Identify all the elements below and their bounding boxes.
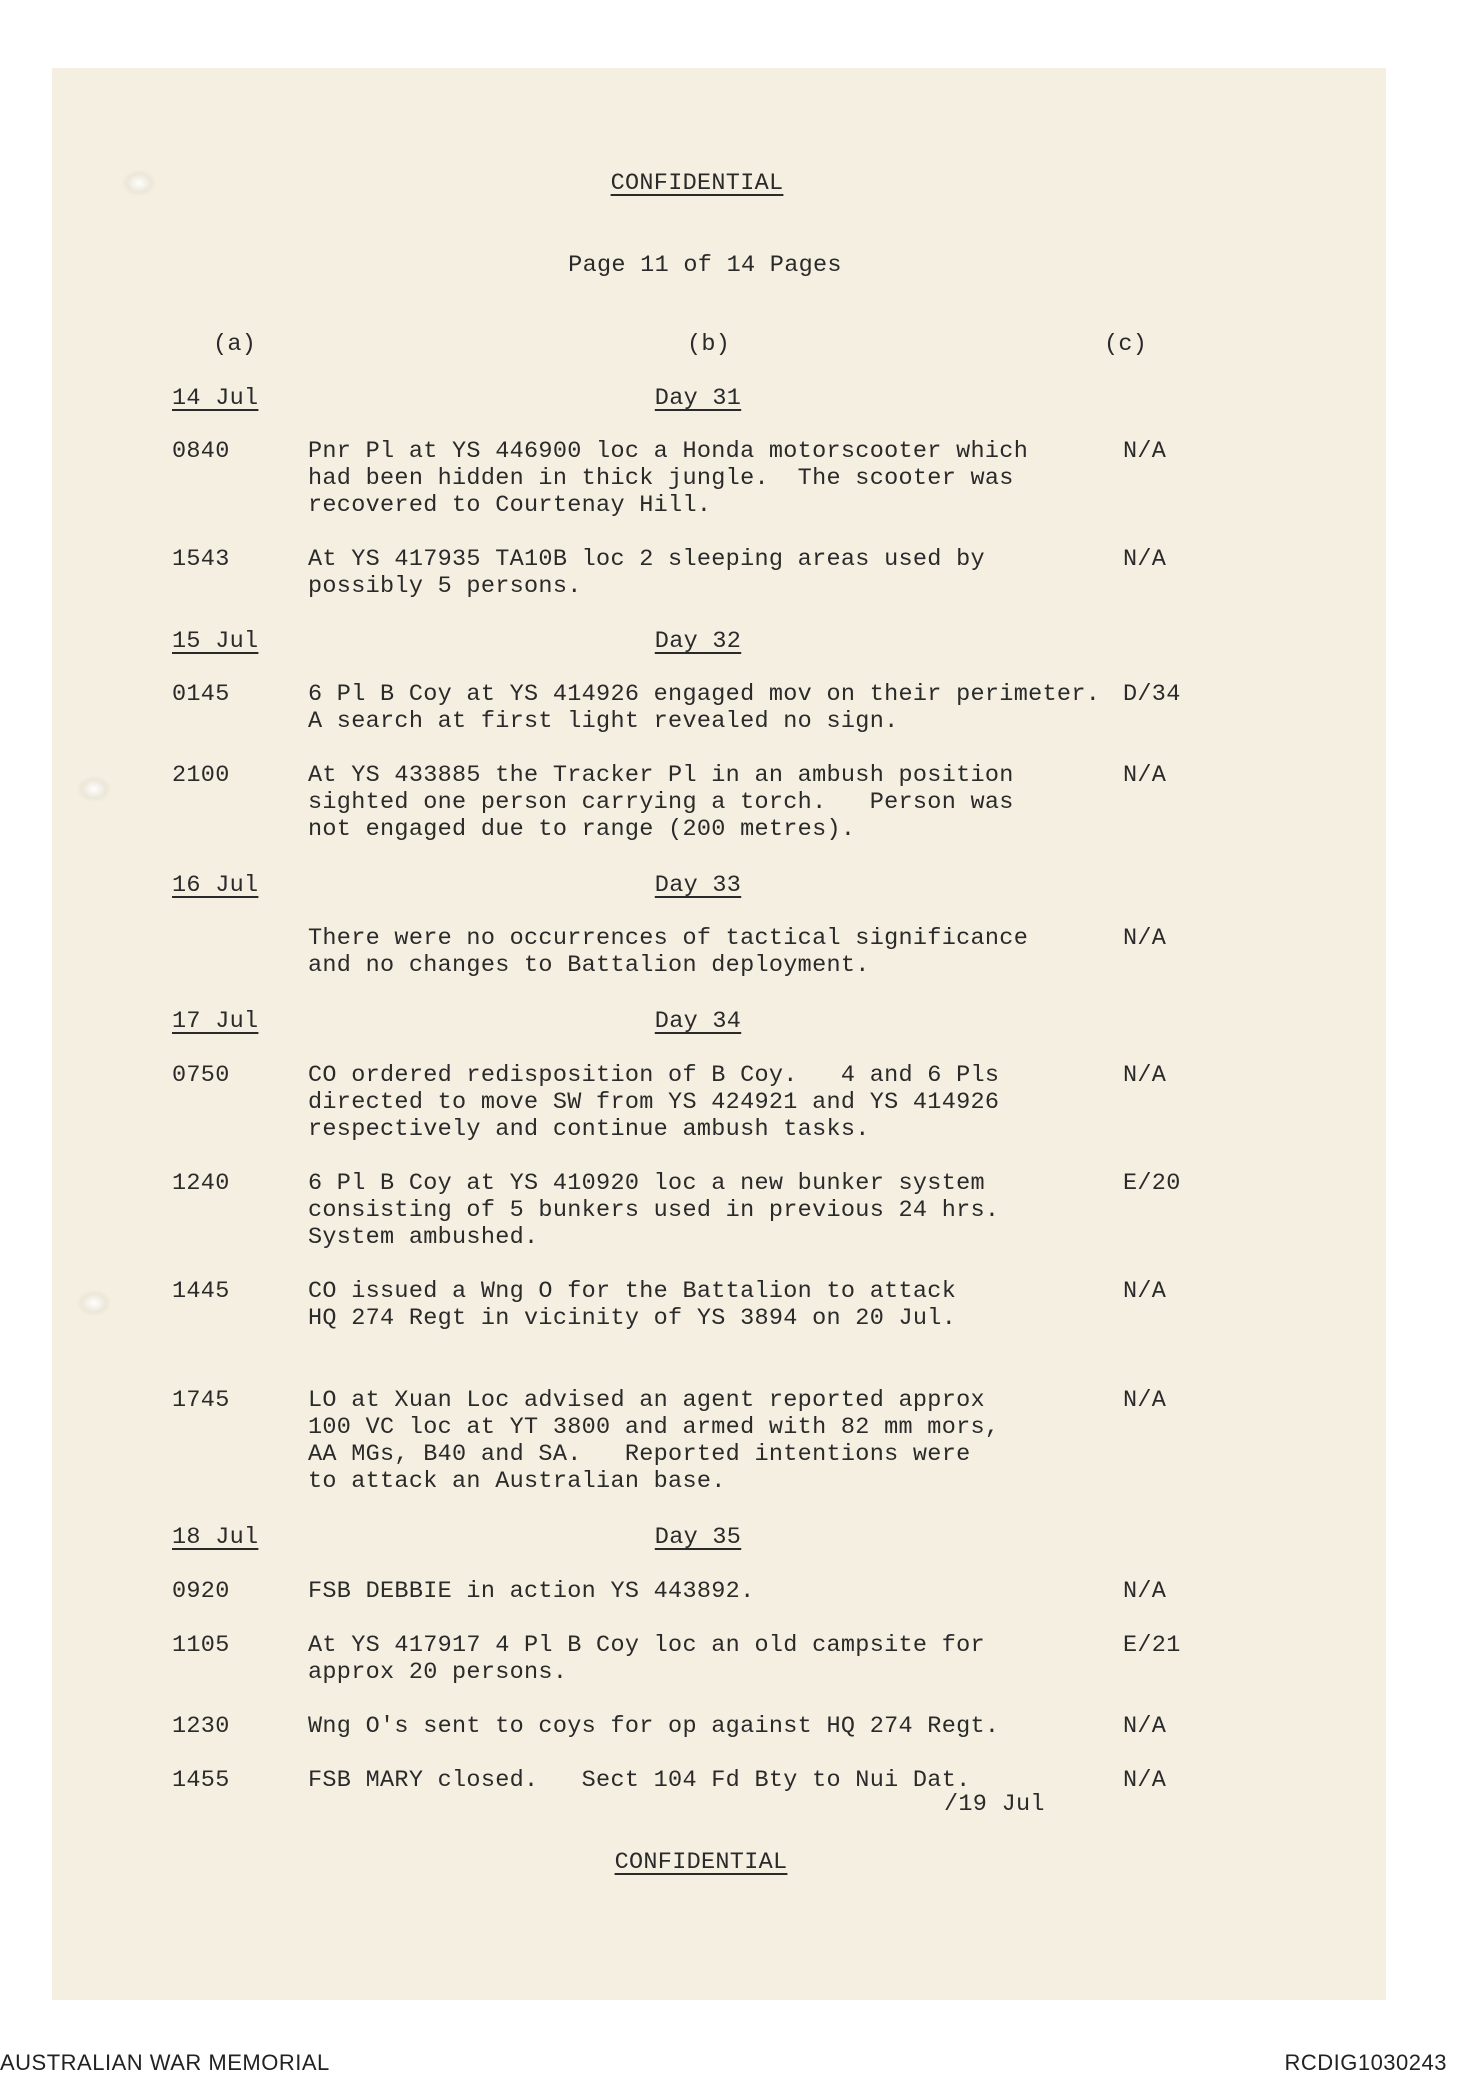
entry-text-line: At YS 417917 4 Pl B Coy loc an old campsite for (308, 1632, 985, 1659)
entry-text-line: consisting of 5 bunkers used in previous 24 hrs. (308, 1197, 1000, 1224)
entry-reference: N/A (1123, 1278, 1167, 1305)
entry-text-line: 6 Pl B Coy at YS 410920 loc a new bunker system (308, 1170, 985, 1197)
entry-reference: N/A (1123, 1062, 1167, 1089)
classification-footer: CONFIDENTIAL (614, 1849, 788, 1876)
classification-header: CONFIDENTIAL (610, 170, 784, 197)
entry-text-line: not engaged due to range (200 metres). (308, 816, 856, 843)
entry-text-line: recovered to Courtenay Hill. (308, 492, 712, 519)
day-number: Day 33 (654, 872, 742, 899)
day-date: 14 Jul (172, 385, 259, 412)
column-c-header: (c) (1104, 331, 1148, 358)
entry-time: 1445 (172, 1278, 230, 1305)
paper-crease (122, 170, 156, 196)
entry-text-line: At YS 417935 TA10B loc 2 sleeping areas used by (308, 546, 985, 573)
entry-text-line: approx 20 persons. (308, 1659, 568, 1686)
entry-text-line: possibly 5 persons. (308, 573, 582, 600)
entry-reference: N/A (1123, 925, 1167, 952)
entry-reference: N/A (1123, 762, 1167, 789)
entry-reference: N/A (1123, 1578, 1167, 1605)
day-date: 16 Jul (172, 872, 259, 899)
entry-time: 1105 (172, 1632, 230, 1659)
entry-text-line: CO issued a Wng O for the Battalion to attack (308, 1278, 957, 1305)
entry-text-line: CO ordered redisposition of B Coy. 4 and 6 Pls (308, 1062, 1000, 1089)
day-number: Day 34 (654, 1008, 742, 1035)
entry-reference: N/A (1123, 438, 1167, 465)
entry-time: 1543 (172, 546, 230, 573)
day-number: Day 31 (654, 385, 742, 412)
entry-text-line: respectively and continue ambush tasks. (308, 1116, 870, 1143)
entry-text-line: had been hidden in thick jungle. The scooter was (308, 465, 1014, 492)
continuation-note: /19 Jul (944, 1791, 1045, 1818)
page-number: Page 11 of 14 Pages (568, 252, 842, 279)
entry-time: 1745 (172, 1387, 230, 1414)
entry-text-line: FSB MARY closed. Sect 104 Fd Bty to Nui Dat. (308, 1767, 971, 1794)
entry-text-line: and no changes to Battalion deployment. (308, 952, 870, 979)
entry-reference: N/A (1123, 1387, 1167, 1414)
column-a-header: (a) (213, 331, 257, 358)
entry-reference: E/20 (1123, 1170, 1181, 1197)
entry-reference: N/A (1123, 1767, 1167, 1794)
entry-reference: N/A (1123, 1713, 1167, 1740)
entry-time: 0920 (172, 1578, 230, 1605)
paper-crease (77, 776, 111, 802)
entry-text-line: 6 Pl B Coy at YS 414926 engaged mov on their perimeter. (308, 681, 1101, 708)
entry-text-line: directed to move SW from YS 424921 and YS 414926 (308, 1089, 1000, 1116)
column-b-header: (b) (687, 331, 731, 358)
entry-text-line: System ambushed. (308, 1224, 539, 1251)
paper-crease (77, 1290, 111, 1316)
entry-text-line: 100 VC loc at YT 3800 and armed with 82 mm mors, (308, 1414, 1000, 1441)
entry-text-line: to attack an Australian base. (308, 1468, 726, 1495)
entry-text-line: sighted one person carrying a torch. Person was (308, 789, 1014, 816)
day-date: 17 Jul (172, 1008, 259, 1035)
entry-text-line: At YS 433885 the Tracker Pl in an ambush position (308, 762, 1014, 789)
day-number: Day 35 (654, 1524, 742, 1551)
entry-time: 0750 (172, 1062, 230, 1089)
entry-text-line: FSB DEBBIE in action YS 443892. (308, 1578, 755, 1605)
entry-time: 1230 (172, 1713, 230, 1740)
entry-text-line: HQ 274 Regt in vicinity of YS 3894 on 20 Jul. (308, 1305, 957, 1332)
entry-time: 2100 (172, 762, 230, 789)
archive-institution: AUSTRALIAN WAR MEMORIAL (0, 2050, 330, 2075)
entry-time: 1455 (172, 1767, 230, 1794)
entry-text-line: A search at first light revealed no sign. (308, 708, 899, 735)
archive-reference: RCDIG1030243 (1284, 2050, 1447, 2075)
entry-time: 1240 (172, 1170, 230, 1197)
entry-time: 0840 (172, 438, 230, 465)
entry-text-line: Pnr Pl at YS 446900 loc a Honda motorscooter which (308, 438, 1029, 465)
day-number: Day 32 (654, 628, 742, 655)
entry-time: 0145 (172, 681, 230, 708)
entry-text-line: AA MGs, B40 and SA. Reported intentions were (308, 1441, 971, 1468)
entry-reference: D/34 (1123, 681, 1181, 708)
day-date: 18 Jul (172, 1524, 259, 1551)
entry-text-line: LO at Xuan Loc advised an agent reported approx (308, 1387, 985, 1414)
entry-text-line: There were no occurrences of tactical significance (308, 925, 1029, 952)
entry-text-line: Wng O's sent to coys for op against HQ 274 Regt. (308, 1713, 1000, 1740)
entry-reference: N/A (1123, 546, 1167, 573)
day-date: 15 Jul (172, 628, 259, 655)
entry-reference: E/21 (1123, 1632, 1181, 1659)
